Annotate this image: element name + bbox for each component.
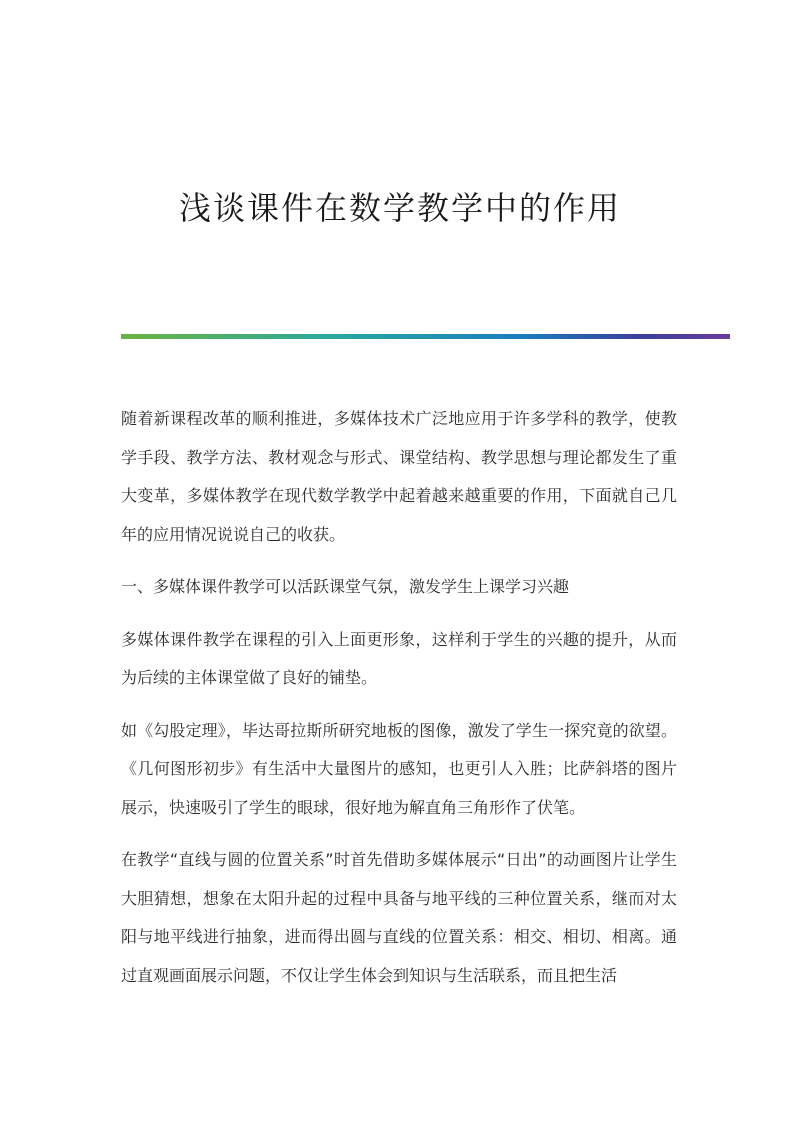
paragraph-section1-a: 多媒体课件教学在课程的引入上面更形象，这样利于学生的兴趣的提升，从而为后续的主体课堂做了良好的铺垫。: [121, 629, 677, 687]
document-body: [121, 400, 677, 1009]
paragraph-intro: 随着新课程改革的顺利推进，多媒体技术广泛地应用于许多学科的教学，使教学手段、教学方法、教材观念与形式、课堂结构、教学思想与理论都发生了重大变革，多媒体教学在现代数学教学中起着越来越重要的作用，下面就自己几年的应用情况说说自己的收获。: [121, 409, 677, 544]
document-title: 浅谈课件在数学教学中的作用: [178, 189, 621, 227]
title-divider: [121, 334, 730, 339]
paragraph-section1-b: 如《勾股定理》，毕达哥拉斯所研究地板的图像，激发了学生一探究竟的欲望。《几何图形初步》有生活中大量图片的感知，也更引人入胜；比萨斜塔的图片展示，快速吸引了学生的眼球，很好地为解直角三角形作了伏笔。: [121, 720, 677, 817]
paragraph-section1-c: 在教学“直线与圆的位置关系”时首先借助多媒体展示“日出”的动画图片让学生大胆猜想，想象在太阳升起的过程中具备与地平线的三种位置关系，继而对太阳与地平线进行抽象，进而得出圆与直线的位置关系：相交、相切、相离。通过直观画面展示问题，不仅让学生体会到知识与生活联系，而且把生活: [121, 850, 677, 985]
section-heading-1: 一、多媒体课件教学可以活跃课堂气氛，激发学生上课学习兴趣: [121, 577, 570, 596]
